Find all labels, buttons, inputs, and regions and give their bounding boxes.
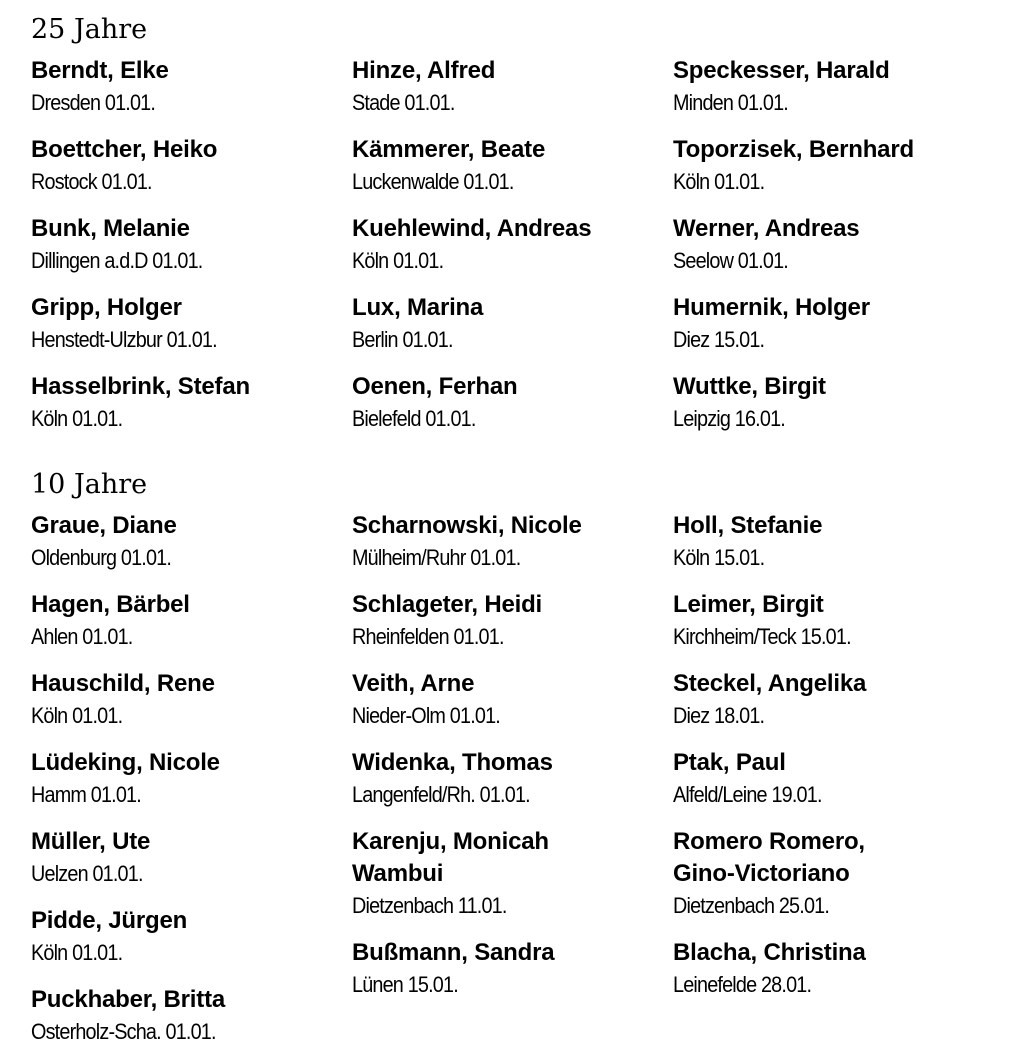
location-date: Lünen 15.01. xyxy=(352,972,458,997)
list-item xyxy=(31,826,361,890)
section-heading: 10 Jahre xyxy=(31,469,148,500)
location-date: Köln 01.01. xyxy=(31,703,123,728)
person-name: Bußmann, Sandra xyxy=(352,939,555,966)
location-date: Osterholz-Scha. 01.01. xyxy=(31,1019,216,1044)
person-name: Lux, Marina xyxy=(352,294,484,321)
location-date: Oldenburg 01.01. xyxy=(31,545,172,570)
list-item xyxy=(352,668,682,732)
list-item xyxy=(352,292,682,356)
location-date: Leinefelde 28.01. xyxy=(673,972,812,997)
list-item xyxy=(352,826,682,922)
list-item xyxy=(31,292,361,356)
list-item xyxy=(31,668,361,732)
list-item xyxy=(352,937,682,1001)
person-name: Toporzisek, Bernhard xyxy=(673,136,914,163)
list-item xyxy=(31,984,361,1048)
person-name: Speckesser, Harald xyxy=(673,57,890,84)
list-item xyxy=(31,510,361,574)
person-name: Graue, Diane xyxy=(31,512,177,539)
location-date: Nieder-Olm 01.01. xyxy=(352,703,501,728)
location-date: Luckenwalde 01.01. xyxy=(352,169,514,194)
person-name: Lüdeking, Nicole xyxy=(31,749,220,776)
person-name: Hinze, Alfred xyxy=(352,57,496,84)
section-heading: 25 Jahre xyxy=(31,14,148,45)
person-name: Hasselbrink, Stefan xyxy=(31,373,250,400)
location-date: Kirchheim/Teck 15.01. xyxy=(673,624,851,649)
location-date: Rheinfelden 01.01. xyxy=(352,624,504,649)
location-date: Mülheim/Ruhr 01.01. xyxy=(352,545,521,570)
person-name: Blacha, Christina xyxy=(673,939,866,966)
location-date: Diez 18.01. xyxy=(673,703,765,728)
list-item xyxy=(673,826,1003,922)
person-name: Steckel, Angelika xyxy=(673,670,867,697)
list-item xyxy=(673,510,1003,574)
column xyxy=(352,510,682,1016)
person-name: Oenen, Ferhan xyxy=(352,373,518,400)
person-name: Pidde, Jürgen xyxy=(31,907,188,934)
person-name: Schlageter, Heidi xyxy=(352,591,543,618)
list-item xyxy=(31,905,361,969)
list-item xyxy=(673,55,1003,119)
list-item xyxy=(31,747,361,811)
person-name: Wuttke, Birgit xyxy=(673,373,826,400)
list-item xyxy=(352,510,682,574)
person-name: Boettcher, Heiko xyxy=(31,136,218,163)
person-name: Müller, Ute xyxy=(31,828,151,855)
list-item xyxy=(31,213,361,277)
column xyxy=(31,55,361,450)
location-date: Henstedt-Ulzbur 01.01. xyxy=(31,327,217,352)
person-name: Widenka, Thomas xyxy=(352,749,553,776)
person-name: Veith, Arne xyxy=(352,670,475,697)
list-item xyxy=(352,55,682,119)
person-name: Berndt, Elke xyxy=(31,57,169,84)
location-date: Berlin 01.01. xyxy=(352,327,453,352)
column xyxy=(673,510,1003,1016)
person-name: Humernik, Holger xyxy=(673,294,870,321)
person-name: Scharnowski, Nicole xyxy=(352,512,582,539)
column xyxy=(673,55,1003,450)
column xyxy=(352,55,682,450)
location-date: Dillingen a.d.D 01.01. xyxy=(31,248,203,273)
person-name: Hauschild, Rene xyxy=(31,670,215,697)
list-item xyxy=(673,668,1003,732)
person-name: Holl, Stefanie xyxy=(673,512,823,539)
location-date: Ahlen 01.01. xyxy=(31,624,133,649)
list-item xyxy=(352,747,682,811)
person-name: Romero Romero, Gino-Victoriano xyxy=(673,828,865,887)
person-name: Leimer, Birgit xyxy=(673,591,824,618)
location-date: Köln 01.01. xyxy=(673,169,765,194)
location-date: Minden 01.01. xyxy=(673,90,788,115)
person-name: Werner, Andreas xyxy=(673,215,860,242)
person-name: Kämmerer, Beate xyxy=(352,136,546,163)
location-date: Hamm 01.01. xyxy=(31,782,141,807)
location-date: Diez 15.01. xyxy=(673,327,765,352)
location-date: Bielefeld 01.01. xyxy=(352,406,476,431)
location-date: Leipzig 16.01. xyxy=(673,406,785,431)
location-date: Alfeld/Leine 19.01. xyxy=(673,782,822,807)
list-item xyxy=(31,55,361,119)
location-date: Köln 01.01. xyxy=(31,940,123,965)
location-date: Langenfeld/Rh. 01.01. xyxy=(352,782,530,807)
person-name: Karenju, Monicah Wambui xyxy=(352,828,549,887)
location-date: Uelzen 01.01. xyxy=(31,861,143,886)
list-item xyxy=(352,134,682,198)
location-date: Köln 15.01. xyxy=(673,545,765,570)
location-date: Köln 01.01. xyxy=(352,248,444,273)
list-item xyxy=(673,937,1003,1001)
person-name: Puckhaber, Britta xyxy=(31,986,226,1013)
list-item xyxy=(352,589,682,653)
person-name: Kuehlewind, Andreas xyxy=(352,215,592,242)
list-item xyxy=(352,213,682,277)
location-date: Dresden 01.01. xyxy=(31,90,156,115)
person-name: Ptak, Paul xyxy=(673,749,786,776)
list-item xyxy=(673,292,1003,356)
location-date: Dietzenbach 25.01. xyxy=(673,893,830,918)
list-item xyxy=(673,213,1003,277)
list-item xyxy=(673,134,1003,198)
column xyxy=(31,510,361,1063)
list-item xyxy=(31,371,361,435)
location-date: Dietzenbach 11.01. xyxy=(352,893,507,918)
list-item xyxy=(31,589,361,653)
location-date: Stade 01.01. xyxy=(352,90,455,115)
location-date: Köln 01.01. xyxy=(31,406,123,431)
list-item xyxy=(673,371,1003,435)
list-item xyxy=(31,134,361,198)
person-name: Gripp, Holger xyxy=(31,294,182,321)
list-item xyxy=(352,371,682,435)
person-name: Hagen, Bärbel xyxy=(31,591,190,618)
person-name: Bunk, Melanie xyxy=(31,215,190,242)
list-item xyxy=(673,589,1003,653)
location-date: Rostock 01.01. xyxy=(31,169,152,194)
list-item xyxy=(673,747,1003,811)
location-date: Seelow 01.01. xyxy=(673,248,788,273)
